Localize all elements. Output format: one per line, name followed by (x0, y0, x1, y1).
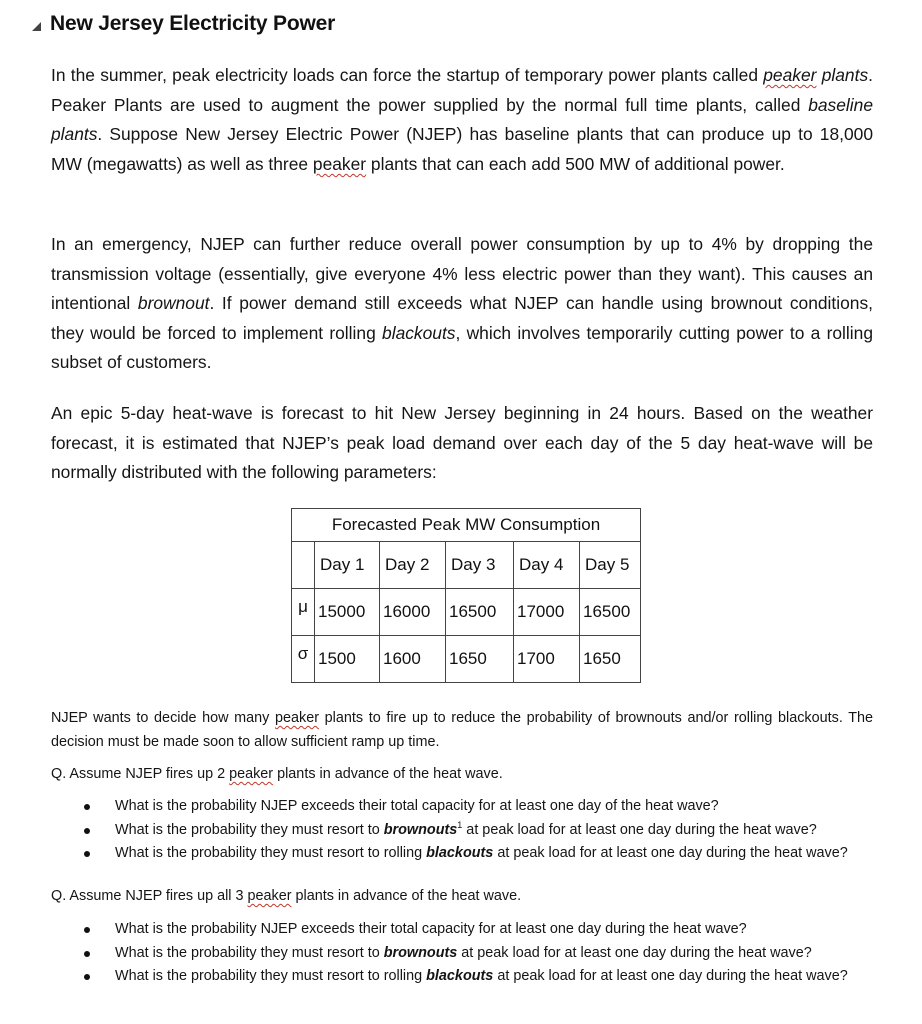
bullet-icon (84, 951, 90, 957)
list-item: What is the probability NJEP exceeds their total capacity for at least one day of the heat wave? (84, 795, 884, 819)
collapse-triangle-icon[interactable] (32, 22, 41, 31)
table-cell: 15000 (315, 589, 380, 636)
table-header-cell: Day 3 (446, 542, 514, 589)
spellcheck-underline: peaker (247, 888, 292, 904)
table-header-cell: Day 2 (380, 542, 446, 589)
table-cell: 17000 (514, 589, 580, 636)
table-cell: 1700 (514, 636, 580, 683)
table-cell: 16000 (380, 589, 446, 636)
spellcheck-underline: peaker (229, 766, 274, 782)
spellcheck-underline: peaker (312, 153, 367, 174)
decision-paragraph: NJEP wants to decide how many peaker plants to fire up to reduce the probability of brownouts and/or rolling blackouts. The decision must be made soon to allow sufficient ramp up time. (51, 710, 873, 750)
table-cell: 16500 (446, 589, 514, 636)
bullet-icon (84, 851, 90, 857)
table-cell: 1600 (380, 636, 446, 683)
table-cell: 1500 (315, 636, 380, 683)
heatwave-paragraph: An epic 5-day heat-wave is forecast to hit New Jersey beginning in 24 hours. Based on the weather forecast, it is estimated that NJEP’s peak load demand over each day of the 5 day heat-wave will be normally distributed with the following parameters: (51, 403, 873, 483)
question-2-list (84, 918, 884, 989)
table-header-cell: Day 4 (514, 542, 580, 589)
table-cell: 1650 (446, 636, 514, 683)
mu-symbol: μ (292, 589, 315, 636)
table-header-row (292, 542, 641, 589)
bullet-icon (84, 927, 90, 933)
forecast-table (291, 508, 641, 683)
table-row-mu (292, 589, 641, 636)
spellcheck-underline: peaker (275, 710, 320, 726)
list-item: What is the probability they must resort to rolling blackouts at peak load for at least one day during the heat wave? (84, 965, 884, 989)
list-item: What is the probability they must resort to rolling blackouts at peak load for at least one day during the heat wave? (84, 842, 884, 866)
question-2: Q. Assume NJEP fires up all 3 peaker plants in advance of the heat wave. (51, 888, 522, 904)
footnote-marker: 1 (457, 819, 463, 830)
table-header-cell: Day 1 (315, 542, 380, 589)
spellcheck-underline: peaker (763, 65, 817, 85)
bullet-icon (84, 828, 90, 834)
table-cell: 16500 (580, 589, 641, 636)
question-1: Q. Assume NJEP fires up 2 peaker plants in advance of the heat wave. (51, 766, 503, 782)
question-1-list (84, 795, 884, 866)
document-heading: New Jersey Electricity Power (50, 12, 336, 35)
table-title: Forecasted Peak MW Consumption (292, 509, 641, 542)
bullet-icon (84, 974, 90, 980)
heading-row (32, 8, 335, 40)
list-item: What is the probability NJEP exceeds their total capacity for at least one day during the heat wave? (84, 918, 884, 942)
table-row-sigma (292, 636, 641, 683)
intro-paragraph: In the summer, peak electricity loads can force the startup of temporary power plants called peaker plants. Peaker Plants are used to augment the power supplied by the normal full time plants, called baseline plants. Suppose New Jersey Electric Power (NJEP) has baseline plants that can produce up to 18,000 MW (megawatts) as well as three peaker plants that can each add 500 MW of additional power. (51, 65, 873, 174)
sigma-symbol: σ (292, 636, 315, 683)
table-header-cell: Day 5 (580, 542, 641, 589)
table-cell: 1650 (580, 636, 641, 683)
emergency-paragraph: In an emergency, NJEP can further reduce overall power consumption by up to 4% by dropping the transmission voltage (essentially, give everyone 4% less electric power than they want). This causes an intentional brownout. If power demand still exceeds what NJEP can handle using brownout conditions, they would be forced to implement rolling blackouts, which involves temporarily cutting power to a rolling subset of customers. (51, 234, 873, 373)
table-corner-cell (292, 542, 315, 589)
bullet-icon (84, 804, 90, 810)
list-item: What is the probability they must resort to brownouts at peak load for at least one day during the heat wave? (84, 942, 884, 966)
list-item: What is the probability they must resort to brownouts$^1$ at peak load for at least one day during the heat wave? (84, 819, 884, 843)
